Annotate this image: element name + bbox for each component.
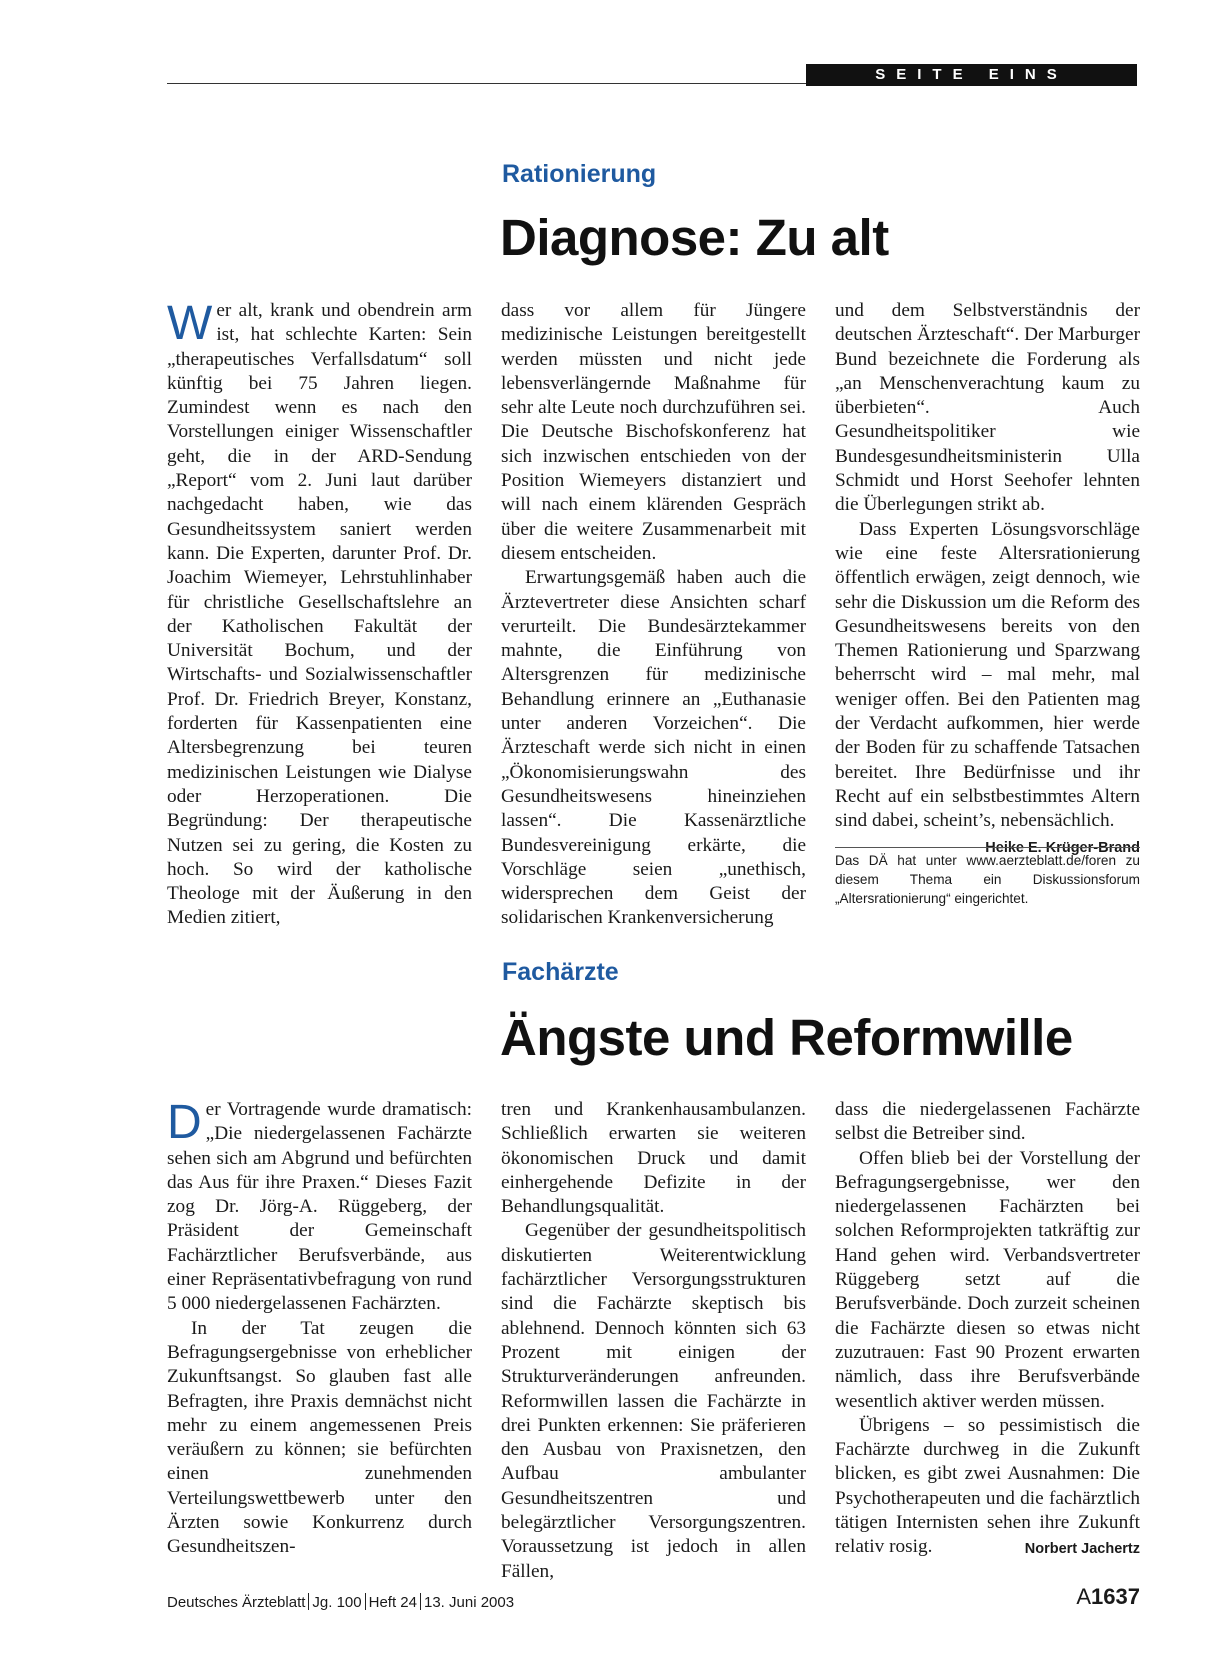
article2-column-1 [167,1098,472,1560]
article2-column-3 [835,1098,1140,1562]
article1-paragraph: dass vor allem für Jüngere medizinische Leistungen bereitgestellt werden müssten und nicht jede lebensverlängernde Maßnahme für sehr alte Leute noch durchzuführen sei. Die Deutsche Bischofskonferenz hat sich inzwischen entschieden von der Position Wiemeyers distanziert und will nach einem klärenden Gespräch über die weitere Zusammenarbeit mit diesem entscheiden. [501,300,806,564]
article1-column-3 [835,299,1140,860]
header-rule [167,83,806,84]
footer-citation [167,1593,514,1611]
article1-headline: Diagnose: Zu alt [500,209,889,266]
article1-kicker: Rationierung [502,160,657,188]
article1-lead-text: er alt, krank und obendrein arm ist, hat schlechte Karten: Sein „therapeutisches Verfallsdatum“ soll künftig bei 75 Jahren liegen. Zumindest wenn es nach den Vorstellungen einiger Wissenschaftler geht, die in der ARD-Sendung „Report“ vom 2. Juni laut darüber nachgedacht haben, wie das Gesundheitssystem saniert werden kann. Die Experten, darunter Prof. Dr. Joachim Wiemeyer, Lehrstuhlinhaber für christliche Gesellschaftslehre an der Katholischen Fakultät der Universität Bochum, und der Wirtschafts- und Sozialwissenschaftler Prof. Dr. Friedrich Breyer, Konstanz, forderten für Kassenpatienten eine Altersbegrenzung bei teuren medizinischen Leistungen wie Dialyse oder Herzoperationen. Die Begründung: Der therapeutische Nutzen sei zu gering, die Kosten zu hoch. So wird der katholische Theologe mit der Äußerung in den Medien zitiert, [167,300,472,929]
page-number-value: 1637 [1091,1584,1140,1609]
article1-paragraph [167,299,472,931]
article2-closing-text: Übrigens – so pessimistisch die Fachärzte durchweg in die Zukunft blicken, es gibt zwei Ausnahmen: Die Psychotherapeuten und die fachärztlich tätigen Internisten sehen ihre Zukunft relativ rosig. [835,1414,1140,1558]
publication-name: Deutsches Ärzteblatt [167,1594,306,1611]
footer-divider [365,1593,366,1610]
article2-paragraph [835,1414,1140,1560]
article2-column-2 [501,1098,806,1584]
page-number [1076,1584,1140,1610]
article2-paragraph: dass die niedergelassenen Fachärzte selbst die Betreiber sind. [835,1099,1140,1145]
article2-paragraph: Offen blieb bei der Vorstellung der Befragungsergebnisse, wer den niedergelassenen Fachärzten bei solchen Reformprojekten tatkräftig zur Hand gehen wird. Verbandsvertreter Rüggeberg setzt auf die Berufsverbände. Doch zurzeit scheinen die Fachärzte diesen so etwas nicht zuzutrauen: Fast 90 Prozent erwarten nämlich, dass ihre Berufsverbände wesentlich aktiver werden müssen. [835,1147,1140,1412]
dropcap: W [167,297,213,350]
footer-divider [420,1593,421,1610]
article2-lead-text: er Vortragende wurde dramatisch: „Die niedergelassenen Fachärzte sehen sich am Abgrund und befürchten das Aus für ihre Praxen.“ Dieses Fazit zog Dr. Jörg-A. Rüggeberg, der Präsident der Gemeinschaft Fachärztlicher Berufsverbände, aus einer Repräsentativbefragung von rund 5 000 niedergelassenen Fachärzten. [167,1099,472,1315]
article2-paragraph: In der Tat zeugen die Befragungsergebnisse von erheblicher Zukunftsangst. So glauben fast alle Befragten, ihre Praxis demnächst nicht mehr zu einem angemessenen Preis veräußern zu können; sie befürchten einen zunehmenden Verteilungswettbewerb unter den Ärzten sowie Konkurrenz durch Gesundheitszen- [167,1317,472,1558]
forum-note: Das DÄ hat unter www.aerzteblatt.de/foren zu diesem Thema ein Diskussionsforum „Altersrationierung“ eingerichtet. [835,847,1140,908]
article1-paragraph: und dem Selbstverständnis der deutschen Ärzteschaft“. Der Marburger Bund bezeichnete die Forderung als „an Menschenverachtung kaum zu überbieten“. Auch Gesundheitspolitiker wie Bundesgesundheitsministerin Ulla Schmidt und Horst Seehofer lehnten die Überlegungen strikt ab. [835,300,1140,516]
section-header: SEITE EINS [806,64,1137,86]
article2-author: Norbert Jachertz [1024,1541,1140,1558]
article1-author: Heike E. Krüger-Brand [985,839,1140,856]
volume: Jg. 100 [312,1594,362,1611]
article1-column-2 [501,299,806,931]
article1-column-1 [167,299,472,931]
article2-paragraph: Gegenüber der gesundheitspolitisch diskutierten Weiterentwicklung fachärztlicher Versorgungsstrukturen sind die Fachärzte skeptisch bis ablehnend. Dennoch könnten sich 63 Prozent mit einigen der Strukturveränderungen anfreunden. Reformwillen lassen die Fachärzte in drei Punkten erkennen: Sie präferieren den Ausbau von Praxisnetzen, den Aufbau ambulanter Gesundheitszentren und belegärztlicher Versorgungszentren. Voraussetzung ist jedoch in allen Fällen, [501,1220,806,1582]
article2-kicker: Fachärzte [502,958,619,986]
article2-headline: Ängste und Reformwille [500,1009,1073,1066]
article2-paragraph: tren und Krankenhausambulanzen. Schließlich erwarten sie weiteren ökonomischen Druck und damit einhergehende Defizite in der Behandlungsqualität. [501,1099,806,1218]
issue-date: 13. Juni 2003 [424,1594,515,1611]
issue: Heft 24 [368,1594,417,1611]
page-prefix: A [1076,1584,1092,1609]
article1-paragraph: Erwartungsgemäß haben auch die Ärztevertreter diese Ansichten scharf verurteilt. Die Bundesärztekammer mahnte, die Einführung von Altersgrenzen für medizinische Behandlung erinnere an „Euthanasie unter anderen Vorzeichen“. Die Ärzteschaft werde sich nicht in einen „Ökonomisierungswahn des Gesundheitswesens hineinziehen lassen“. Die Kassenärztliche Bundesvereinigung erkärte, die Vorschläge seien „unethisch, widersprechen dem Geist der solidarischen Krankenversicherung [501,567,806,929]
article1-paragraph [835,518,1140,856]
article1-closing-text: Dass Experten Lösungsvorschläge wie eine feste Altersrationierung öffentlich erwägen, zeigt dennoch, wie sehr die Diskussion um die Reform des Gesundheitswesens bereits von den Themen Rationierung und Sparzwang beherrscht wird – mal mehr, mal weniger offen. Bei den Patienten mag der Verdacht aufkommen, hier werde der Boden für zu schaffende Tatsachen bereitet. Ihre Bedürfnisse und ihr Recht auf ein selbstbestimmtes Altern sind dabei, scheint’s, nebensächlich. [835,518,1140,832]
article2-paragraph [167,1098,472,1317]
footer-divider [308,1593,309,1610]
dropcap: D [167,1096,202,1149]
